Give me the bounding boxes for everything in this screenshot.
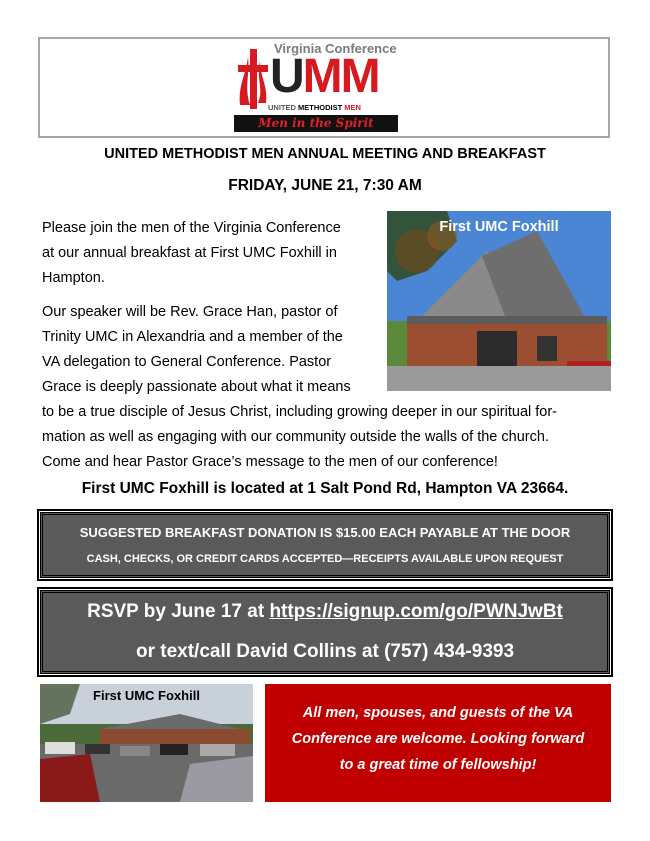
rsvp-line: RSVP by June 17 at https://signup.com/go/PWNJwBt xyxy=(87,601,563,622)
location-line: First UMC Foxhill is located at 1 Salt Pond Rd, Hampton VA 23664. xyxy=(81,480,569,497)
umm-wordmark: UMM xyxy=(270,50,379,103)
logo-tagline: Men in the Spirit xyxy=(234,115,398,132)
contact-line: or text/call David Collins at (757) 434-9393 xyxy=(135,641,515,662)
welcome-message: All men, spouses, and guests of the VA Conference are welcome. Looking forward to a great time of fellowship! xyxy=(291,705,585,773)
parking-photo xyxy=(40,684,253,802)
welcome-box xyxy=(265,684,611,802)
event-date: FRIDAY, JUNE 21, 7:30 AM xyxy=(228,177,422,194)
signup-link[interactable]: https://signup.com/go/PWNJwBt xyxy=(269,601,563,622)
event-title: UNITED METHODIST MEN ANNUAL MEETING AND BREAKFAST xyxy=(104,146,546,162)
cross-flame-icon xyxy=(236,45,270,111)
photo-caption-2: First UMC Foxhill xyxy=(93,688,200,703)
umm-subtitle: UNITED METHODIST MEN xyxy=(268,103,361,112)
church-photo xyxy=(387,211,611,391)
church-illustration xyxy=(387,211,611,391)
donation-amount: SUGGESTED BREAKFAST DONATION IS $15.00 EACH PAYABLE AT THE DOOR xyxy=(79,525,571,540)
umm-logo xyxy=(234,41,398,133)
payment-methods: CASH, CHECKS, OR CREDIT CARDS ACCEPTED—RECEIPTS AVAILABLE UPON REQUEST xyxy=(86,553,564,565)
intro-paragraph: Please join the men of the Virginia Conference at our annual breakfast at First UMC Foxhill in Hampton. xyxy=(42,220,341,286)
rsvp-box xyxy=(40,590,610,674)
donation-box xyxy=(40,512,610,578)
photo-caption: First UMC Foxhill xyxy=(439,219,559,235)
conference-name: Virginia Conference xyxy=(274,41,397,56)
speaker-paragraph: Our speaker will be Rev. Grace Han, pastor of Trinity UMC in Alexandria and a member of the VA delegation to General Conference. Pastor Grace is deeply passionate about what it means to be a true disciple of Jesus Christ, including growing deeper in our spiritual for- mation as well as engaging with our community outside the walls of the church. Come and hear Pastor Grace’s message to the men of our conference! xyxy=(42,304,558,470)
